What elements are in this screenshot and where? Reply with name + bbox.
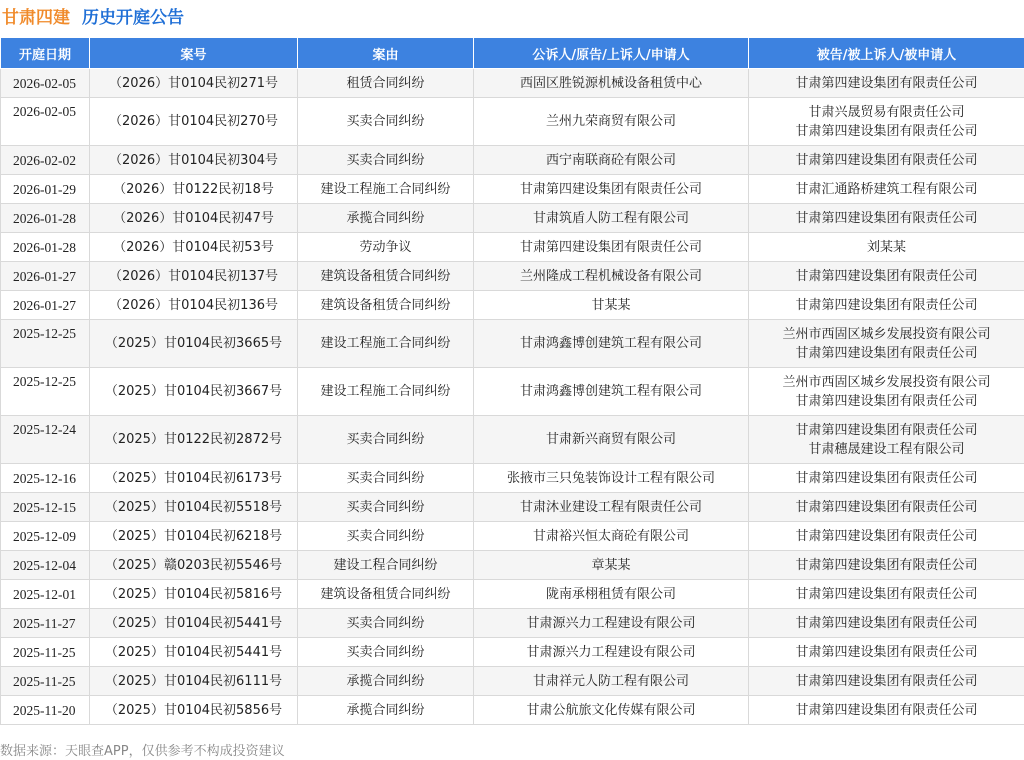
cell-date: 2025-12-01: [1, 580, 90, 609]
cell-date: 2026-02-02: [1, 146, 90, 175]
cell-cause: 买卖合同纠纷: [298, 146, 474, 175]
cell-cause: 承揽合同纠纷: [298, 696, 474, 725]
cell-date: 2026-02-05: [1, 98, 90, 146]
brand-name: 甘肃四建: [2, 7, 70, 28]
table-row: [1, 522, 1024, 551]
cell-defendant: [749, 696, 1024, 725]
cell-defendant: [749, 69, 1024, 98]
defendant-name: 甘肃第四建设集团有限责任公司: [795, 393, 978, 409]
cell-plaintiff: [474, 464, 749, 493]
cell-defendant: [749, 580, 1024, 609]
cell-plaintiff: [474, 667, 749, 696]
cell-cause: 买卖合同纠纷: [298, 98, 474, 146]
plaintiff-name: 甘肃第四建设集团有限责任公司: [519, 181, 702, 197]
cell-case-no: （2026）甘0104民初136号: [90, 291, 298, 320]
table-row: [1, 493, 1024, 522]
table-row: [1, 609, 1024, 638]
defendant-name: 甘肃第四建设集团有限责任公司: [795, 586, 978, 602]
plaintiff-name: 甘某某: [591, 297, 631, 313]
defendant-name: 甘肃第四建设集团有限责任公司: [795, 268, 978, 284]
cell-plaintiff: [474, 98, 749, 146]
page-header: [0, 0, 184, 30]
cell-defendant: [749, 667, 1024, 696]
cell-plaintiff: [474, 175, 749, 204]
cell-plaintiff: [474, 551, 749, 580]
table-row: [1, 464, 1024, 493]
table-row: [1, 175, 1024, 204]
cell-cause: 承揽合同纠纷: [298, 667, 474, 696]
cell-cause: 建筑设备租赁合同纠纷: [298, 291, 474, 320]
plaintiff-name: 张掖市三只兔装饰设计工程有限公司: [506, 470, 715, 486]
defendant-name: 甘肃第四建设集团有限责任公司: [795, 345, 978, 361]
table-body: [1, 69, 1024, 725]
cell-cause: 建设工程施工合同纠纷: [298, 368, 474, 416]
defendant-name: 甘肃第四建设集团有限责任公司: [795, 615, 978, 631]
cell-defendant: [749, 262, 1024, 291]
cell-defendant: [749, 464, 1024, 493]
cell-cause: 买卖合同纠纷: [298, 493, 474, 522]
cell-date: 2025-11-27: [1, 609, 90, 638]
cell-case-no: （2025）甘0104民初5856号: [90, 696, 298, 725]
table-row: [1, 146, 1024, 175]
plaintiff-name: 章某某: [591, 557, 631, 573]
cell-date: 2025-12-25: [1, 368, 90, 416]
data-source-note: 数据来源：天眼查APP，仅供参考不构成投资建议: [0, 744, 285, 759]
cell-defendant: [749, 320, 1024, 368]
cell-case-no: （2026）甘0104民初304号: [90, 146, 298, 175]
column-header-cause: 案由: [298, 38, 474, 69]
cell-cause: 建筑设备租赁合同纠纷: [298, 580, 474, 609]
plaintiff-name: 甘肃筑盾人防工程有限公司: [532, 210, 689, 226]
cell-cause: 劳动争议: [298, 233, 474, 262]
table-row: [1, 696, 1024, 725]
plaintiff-name: 兰州九荣商贸有限公司: [545, 114, 676, 129]
cell-plaintiff: [474, 609, 749, 638]
cell-date: 2025-12-09: [1, 522, 90, 551]
cell-plaintiff: [474, 493, 749, 522]
defendant-name: 兰州市西固区城乡发展投资有限公司: [782, 374, 991, 390]
cell-defendant: [749, 638, 1024, 667]
cell-date: 2026-01-27: [1, 291, 90, 320]
cell-defendant: [749, 416, 1024, 464]
cell-cause: 买卖合同纠纷: [298, 416, 474, 464]
cell-defendant: [749, 175, 1024, 204]
plaintiff-name: 西宁南联商砼有限公司: [545, 152, 676, 168]
cell-case-no: （2025）赣0203民初5546号: [90, 551, 298, 580]
cell-defendant: [749, 551, 1024, 580]
plaintiff-name: 甘肃公航旅文化传媒有限公司: [526, 702, 696, 718]
table-row: [1, 291, 1024, 320]
cell-date: 2026-01-27: [1, 262, 90, 291]
cell-defendant: [749, 204, 1024, 233]
plaintiff-name: 甘肃源兴力工程建设有限公司: [526, 615, 696, 631]
cell-plaintiff: [474, 233, 749, 262]
table-row: [1, 551, 1024, 580]
cell-plaintiff: [474, 522, 749, 551]
cell-case-no: （2025）甘0104民初6173号: [90, 464, 298, 493]
defendant-name: 甘肃第四建设集团有限责任公司: [795, 499, 978, 515]
defendant-name: 甘肃第四建设集团有限责任公司: [795, 152, 978, 168]
cell-case-no: （2025）甘0104民初5816号: [90, 580, 298, 609]
cell-case-no: （2026）甘0104民初271号: [90, 69, 298, 98]
defendant-name: 刘某某: [866, 239, 906, 255]
defendant-name: 甘肃第四建设集团有限责任公司: [795, 210, 978, 226]
cell-case-no: （2025）甘0122民初2872号: [90, 416, 298, 464]
cell-date: 2025-12-15: [1, 493, 90, 522]
cell-case-no: （2026）甘0104民初270号: [90, 98, 298, 146]
column-header-date: 开庭日期: [1, 38, 90, 69]
cell-case-no: （2026）甘0104民初47号: [90, 204, 298, 233]
cell-cause: 建设工程合同纠纷: [298, 551, 474, 580]
cell-date: 2025-11-25: [1, 638, 90, 667]
plaintiff-name: 甘肃鸿鑫博创建筑工程有限公司: [519, 384, 702, 399]
cell-case-no: （2026）甘0104民初53号: [90, 233, 298, 262]
defendant-name: 甘肃第四建设集团有限责任公司: [795, 528, 978, 544]
column-header-defendant: 被告/被上诉人/被申请人: [749, 38, 1024, 69]
column-header-case-no: 案号: [90, 38, 298, 69]
cell-plaintiff: [474, 638, 749, 667]
cell-cause: 买卖合同纠纷: [298, 638, 474, 667]
cell-case-no: （2025）甘0104民初5441号: [90, 638, 298, 667]
plaintiff-name: 甘肃第四建设集团有限责任公司: [519, 239, 702, 255]
defendant-name: 甘肃兴晟贸易有限责任公司: [808, 104, 965, 120]
cell-plaintiff: [474, 69, 749, 98]
table-row: [1, 416, 1024, 464]
defendant-name: 甘肃第四建设集团有限责任公司: [795, 123, 978, 139]
plaintiff-name: 甘肃沐业建设工程有限责任公司: [519, 499, 702, 515]
table-row: [1, 638, 1024, 667]
column-header-plaintiff: 公诉人/原告/上诉人/申请人: [474, 38, 749, 69]
cell-case-no: （2025）甘0104民初3665号: [90, 320, 298, 368]
defendant-name: 甘肃第四建设集团有限责任公司: [795, 422, 978, 438]
cell-cause: 买卖合同纠纷: [298, 609, 474, 638]
cell-defendant: [749, 146, 1024, 175]
cell-date: 2025-12-24: [1, 416, 90, 464]
cell-plaintiff: [474, 291, 749, 320]
cell-date: 2025-12-16: [1, 464, 90, 493]
plaintiff-name: 甘肃源兴力工程建设有限公司: [526, 644, 696, 660]
cell-case-no: （2025）甘0104民初5518号: [90, 493, 298, 522]
cell-defendant: [749, 493, 1024, 522]
table-row: [1, 204, 1024, 233]
cell-date: 2026-01-28: [1, 233, 90, 262]
cell-plaintiff: [474, 146, 749, 175]
defendant-name: 甘肃第四建设集团有限责任公司: [795, 702, 978, 718]
cell-case-no: （2025）甘0104民初3667号: [90, 368, 298, 416]
defendant-name: 甘肃第四建设集团有限责任公司: [795, 297, 978, 313]
table-row: [1, 69, 1024, 98]
cell-defendant: [749, 98, 1024, 146]
cell-plaintiff: [474, 204, 749, 233]
table-row: [1, 580, 1024, 609]
hearing-table: [0, 37, 1024, 725]
cell-plaintiff: [474, 416, 749, 464]
table-header-row: [1, 38, 1024, 69]
cell-cause: 租赁合同纠纷: [298, 69, 474, 98]
table-row: [1, 98, 1024, 146]
plaintiff-name: 西固区胜锐源机械设备租赁中心: [519, 75, 702, 91]
cell-cause: 承揽合同纠纷: [298, 204, 474, 233]
cell-plaintiff: [474, 320, 749, 368]
cell-case-no: （2025）甘0104民初6111号: [90, 667, 298, 696]
defendant-name: 甘肃第四建设集团有限责任公司: [795, 75, 978, 91]
table-row: [1, 320, 1024, 368]
cell-defendant: [749, 522, 1024, 551]
cell-case-no: （2026）甘0104民初137号: [90, 262, 298, 291]
cell-plaintiff: [474, 696, 749, 725]
plaintiff-name: 陇南承栩租赁有限公司: [545, 586, 676, 602]
defendant-name: 甘肃汇通路桥建筑工程有限公司: [795, 181, 978, 197]
cell-case-no: （2025）甘0104民初5441号: [90, 609, 298, 638]
cell-cause: 建筑设备租赁合同纠纷: [298, 262, 474, 291]
cell-date: 2026-02-05: [1, 69, 90, 98]
cell-plaintiff: [474, 580, 749, 609]
cell-defendant: [749, 291, 1024, 320]
plaintiff-name: 兰州隆成工程机械设备有限公司: [519, 268, 702, 284]
defendant-name: 甘肃第四建设集团有限责任公司: [795, 557, 978, 573]
cell-date: 2026-01-29: [1, 175, 90, 204]
table-row: [1, 667, 1024, 696]
cell-date: 2025-12-04: [1, 551, 90, 580]
plaintiff-name: 甘肃新兴商贸有限公司: [545, 432, 676, 447]
defendant-name: 兰州市西固区城乡发展投资有限公司: [782, 326, 991, 342]
cell-plaintiff: [474, 368, 749, 416]
plaintiff-name: 甘肃鸿鑫博创建筑工程有限公司: [519, 336, 702, 351]
cell-date: 2025-11-20: [1, 696, 90, 725]
cell-cause: 买卖合同纠纷: [298, 464, 474, 493]
cell-case-no: （2025）甘0104民初6218号: [90, 522, 298, 551]
cell-date: 2026-01-28: [1, 204, 90, 233]
cell-defendant: [749, 609, 1024, 638]
cell-cause: 建设工程施工合同纠纷: [298, 175, 474, 204]
cell-cause: 建设工程施工合同纠纷: [298, 320, 474, 368]
table-row: [1, 233, 1024, 262]
cell-date: 2025-11-25: [1, 667, 90, 696]
plaintiff-name: 甘肃祥元人防工程有限公司: [532, 673, 689, 689]
plaintiff-name: 甘肃裕兴恒太商砼有限公司: [532, 528, 689, 544]
cell-defendant: [749, 368, 1024, 416]
cell-date: 2025-12-25: [1, 320, 90, 368]
table-row: [1, 368, 1024, 416]
page-title: 历史开庭公告: [82, 7, 184, 28]
table-row: [1, 262, 1024, 291]
defendant-name: 甘肃第四建设集团有限责任公司: [795, 470, 978, 486]
defendant-name: 甘肃穗晟建设工程有限公司: [808, 441, 965, 457]
defendant-name: 甘肃第四建设集团有限责任公司: [795, 673, 978, 689]
cell-defendant: [749, 233, 1024, 262]
cell-plaintiff: [474, 262, 749, 291]
cell-case-no: （2026）甘0122民初18号: [90, 175, 298, 204]
cell-cause: 买卖合同纠纷: [298, 522, 474, 551]
defendant-name: 甘肃第四建设集团有限责任公司: [795, 644, 978, 660]
hearing-table-container: [0, 37, 1024, 725]
